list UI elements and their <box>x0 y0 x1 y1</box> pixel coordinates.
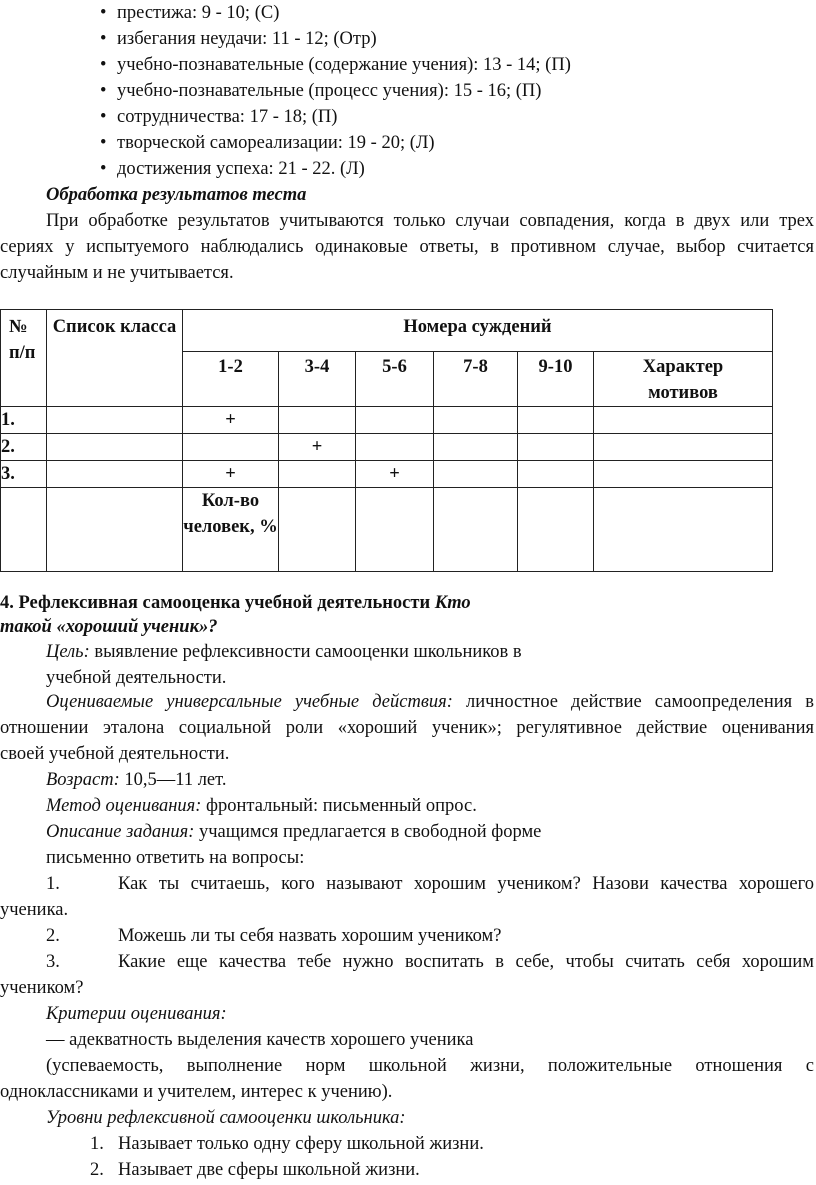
criteria-paren: (успеваемость, выполнение норм школьной жизни, положительные отношения с <box>46 1056 814 1076</box>
criteria-paren-cont: одноклассниками и учителем, интерес к учению). <box>0 1082 393 1102</box>
table-row: 1. + <box>1 407 773 434</box>
list-item: • престижа: 9 - 10; (С) <box>100 0 279 26</box>
bullet-icon: • <box>100 159 107 179</box>
question-item: 3. Какие еще качества тебе нужно воспитать в себе, чтобы считать себя хорошим <box>46 952 814 972</box>
total-label: Кол-во человек, % <box>183 488 279 572</box>
bullet-icon: • <box>100 81 107 101</box>
results-table <box>0 309 773 572</box>
task-line-cont: письменно ответить на вопросы: <box>46 848 305 868</box>
list-item: • учебно-познавательные (содержание учения): 13 - 14; (П) <box>100 52 571 78</box>
bullet-icon: • <box>100 133 107 153</box>
bullet-icon: • <box>100 29 107 49</box>
task-line: Описание задания: учащимся предлагается в свободной форме <box>46 822 542 842</box>
bullet-icon: • <box>100 55 107 75</box>
table-header-pair: 9-10 <box>518 352 594 407</box>
table-header-pair: 1-2 <box>183 352 279 407</box>
uud-line-end: своей учебной деятельности. <box>0 744 230 764</box>
table-header-char: Характер мотивов <box>594 352 773 407</box>
question-item: 2. Можешь ли ты себя назвать хорошим учеником? <box>46 926 502 946</box>
processing-paragraph-line: случайным и не учитывается. <box>0 263 234 283</box>
question-item: 1. Как ты считаешь, кого называют хорошим учеником? Назови качества хорошего <box>46 874 814 894</box>
processing-heading: Обработка результатов теста <box>46 185 307 205</box>
processing-paragraph-line: сериях у испытуемого наблюдались одинаковые ответы, в противном случае, выбор считается <box>0 237 814 257</box>
criteria-label: Критерии оценивания: <box>46 1004 227 1024</box>
table-row: 3. + + <box>1 461 773 488</box>
uud-line: Оцениваемые универсальные учебные действия: личностное действие самоопределения в <box>46 692 815 712</box>
processing-paragraph-line: При обработке результатов учитываются только случаи совпадения, когда в двух или трех <box>46 211 814 231</box>
table-header-pair: 7-8 <box>434 352 518 407</box>
section4-title-cont: такой «хороший ученик»? <box>0 617 218 637</box>
uud-line-cont: отношении эталона социальной роли «хороший ученик»; регулятивное действие оценивания <box>0 718 814 738</box>
bullet-icon: • <box>100 107 107 127</box>
list-item: • избегания неудачи: 11 - 12; (Отр) <box>100 26 377 52</box>
table-row: 2. + <box>1 434 773 461</box>
table-header-list: Список класса <box>47 310 183 407</box>
table-total-row <box>1 488 773 572</box>
goal-line: Цель: выявление рефлексивности самооценки школьников в <box>46 642 522 662</box>
question-item-cont: ученика. <box>0 900 69 920</box>
list-item: • творческой самореализации: 19 - 20; (Л) <box>100 130 435 156</box>
section4-title: 4. Рефлексивная самооценка учебной деятельности Кто <box>0 593 471 613</box>
table-header-pair: 5-6 <box>356 352 434 407</box>
age-line: Возраст: 10,5—11 лет. <box>46 770 227 790</box>
bullet-icon: • <box>100 3 107 23</box>
table-header-group: Номера суждений <box>183 310 773 352</box>
table-header-num: № п/п <box>1 310 47 407</box>
question-item-cont: учеником? <box>0 978 84 998</box>
criteria-line: — адекватность выделения качеств хорошего ученика <box>46 1030 474 1050</box>
list-item: • сотрудничества: 17 - 18; (П) <box>100 104 337 130</box>
list-item: 2. Называет две сферы школьной жизни. <box>90 1160 420 1180</box>
list-item: • достижения успеха: 21 - 22. (Л) <box>100 156 365 182</box>
list-item: 1. Называет только одну сферу школьной жизни. <box>90 1134 484 1154</box>
table-header-pair: 3-4 <box>279 352 356 407</box>
goal-line-cont: учебной деятельности. <box>46 668 227 688</box>
levels-label: Уровни рефлексивной самооценки школьника: <box>46 1108 406 1128</box>
list-item: • учебно-познавательные (процесс учения): 15 - 16; (П) <box>100 78 541 104</box>
method-line: Метод оценивания: фронтальный: письменный опрос. <box>46 796 477 816</box>
